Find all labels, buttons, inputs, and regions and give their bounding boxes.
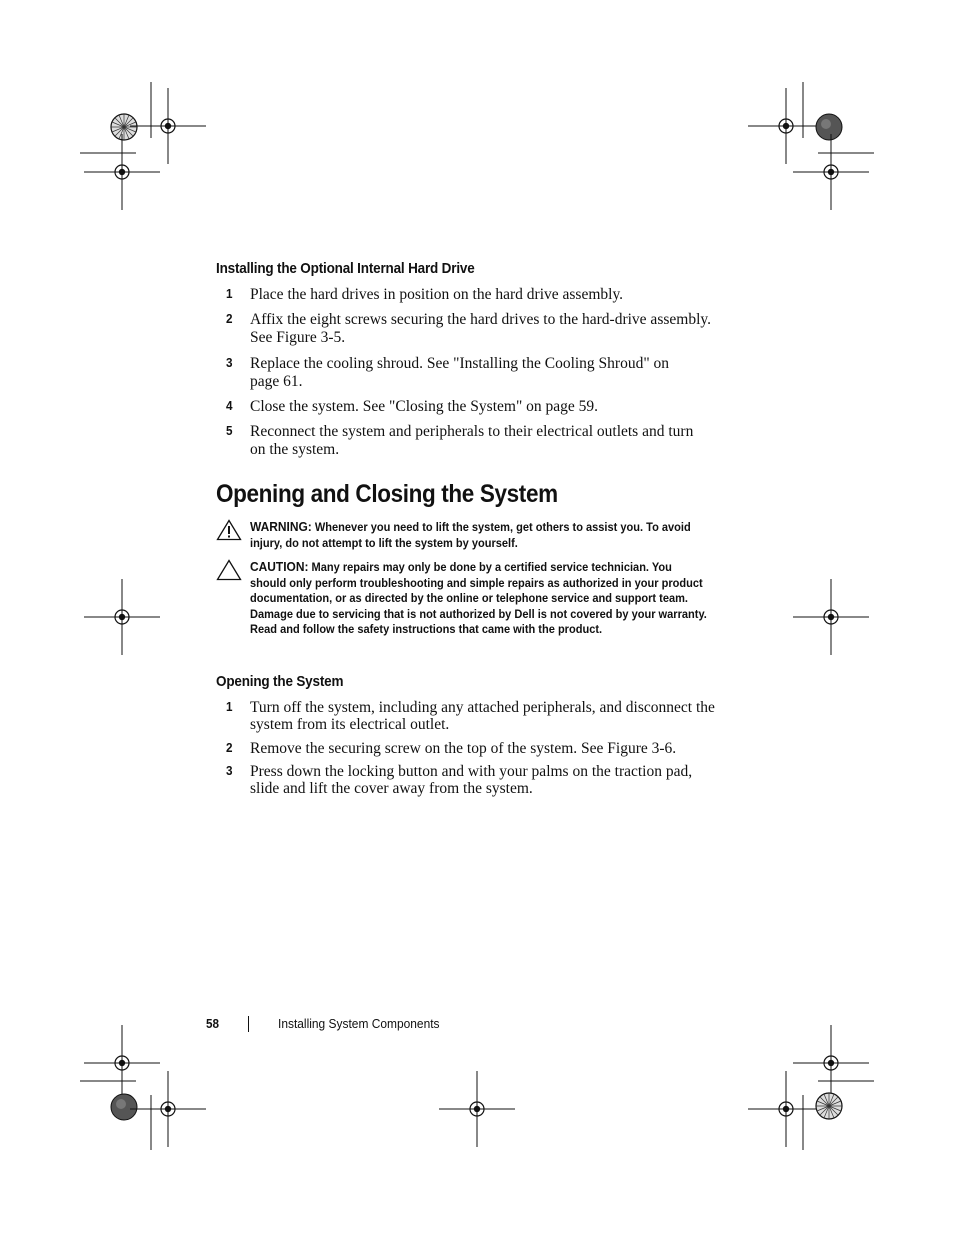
step-text: Close the system. See "Closing the System" on page 59. (250, 398, 599, 415)
step-number: 1 (226, 699, 233, 714)
registration-crosshair-icon (793, 134, 869, 210)
registration-crosshair-icon (84, 579, 160, 655)
footer-divider (248, 1016, 249, 1032)
step-text: Remove the securing screw on the top of the system. See Figure 3-6. (250, 740, 677, 757)
step-number: 2 (226, 740, 233, 755)
section-heading-opening-system: Opening the System (216, 673, 344, 690)
registration-dot-icon (111, 1094, 137, 1120)
step-number: 2 (226, 311, 233, 326)
warning-triangle-icon (216, 519, 242, 541)
step-number: 5 (226, 423, 233, 438)
step-text: Turn off the system, including any attached peripherals, and disconnect the system from its electrical outlet. (250, 699, 715, 733)
page-title: Opening and Closing the System (216, 480, 558, 508)
step-text: Reconnect the system and peripherals to their electrical outlets and turn on the system. (250, 423, 694, 458)
warning-note (216, 519, 706, 551)
registration-crosshair-icon (130, 88, 206, 164)
registration-crosshair-icon (793, 1025, 869, 1101)
registration-crosshair-icon (130, 1071, 206, 1147)
registration-dot-icon (816, 114, 842, 140)
page-number: 58 (206, 1016, 220, 1031)
registration-crosshair-icon (748, 1071, 824, 1147)
step-text: Affix the eight screws securing the hard drives to the hard-drive assembly. See Figure 3-5. (250, 311, 711, 346)
step-text: Press down the locking button and with your palms on the traction pad, slide and lift the cover away from the system. (250, 763, 693, 797)
step-text: Replace the cooling shroud. See "Installing the Cooling Shroud" on page 61. (250, 355, 670, 390)
footer-chapter-title: Installing System Components (278, 1016, 440, 1031)
step-number: 3 (226, 355, 233, 370)
section-heading-install-hard-drive: Installing the Optional Internal Hard Drive (216, 260, 475, 277)
registration-crosshair-icon (748, 88, 824, 164)
registration-rosette-icon (111, 114, 137, 140)
registration-rosette-icon (816, 1093, 842, 1119)
registration-crosshair-icon (439, 1071, 515, 1147)
step-text: Place the hard drives in position on the hard drive assembly. (250, 286, 624, 303)
caution-label: CAUTION: (250, 559, 309, 574)
warning-text: Whenever you need to lift the system, get others to assist you. To avoid injury, do not attempt to lift the system by yourself. (250, 520, 691, 550)
caution-note (216, 559, 706, 638)
registration-crosshair-icon (84, 1025, 160, 1101)
step-number: 3 (226, 763, 233, 778)
caution-text: Many repairs may only be done by a certified service technician. You should only perform troubleshooting and simple repairs as authorized in your product documentation, or as directed by the online or telephone service and support team. Damage due to servicing that is not authorized by Dell is not covered by your warranty. Read and follow the safety instructions that came with the product. (250, 560, 707, 637)
step-number: 1 (226, 286, 233, 301)
registration-crosshair-icon (793, 579, 869, 655)
step-number: 4 (226, 398, 233, 413)
warning-label: WARNING: (250, 519, 312, 534)
registration-crosshair-icon (84, 134, 160, 210)
caution-triangle-icon (216, 559, 242, 581)
